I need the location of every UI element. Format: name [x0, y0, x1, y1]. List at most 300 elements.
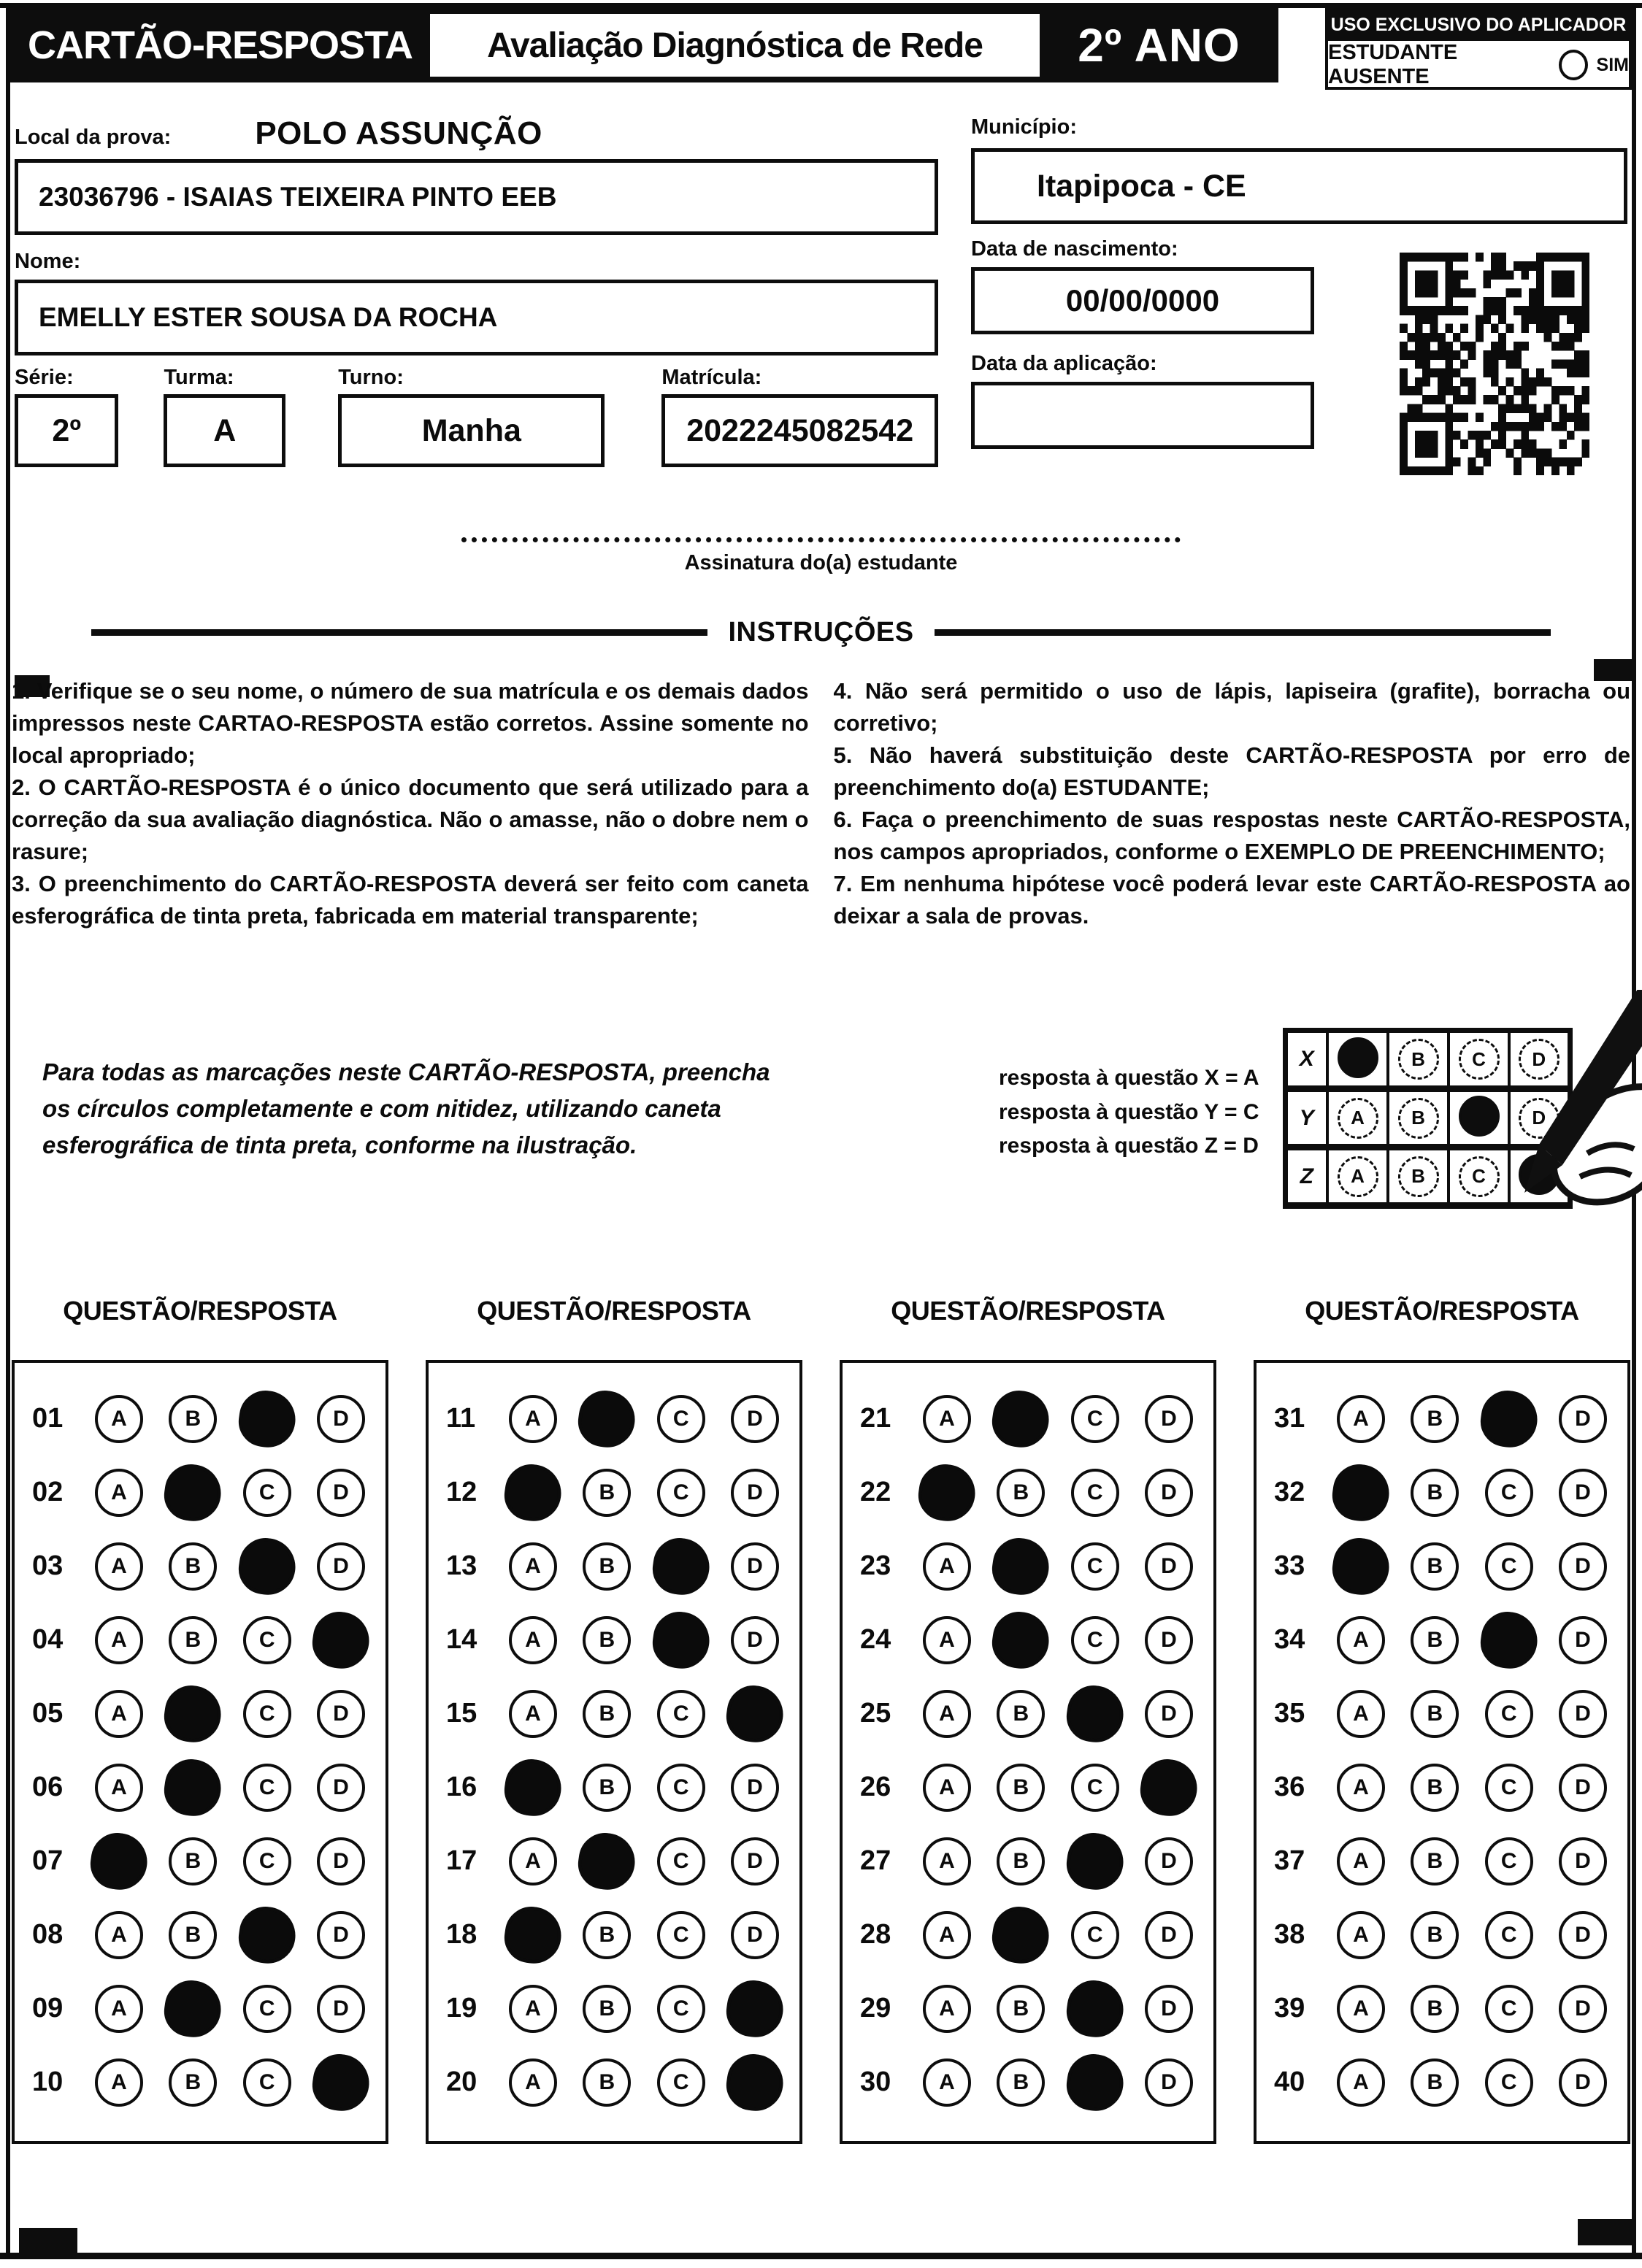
question-number: 25 [860, 1698, 891, 1729]
answer-bubbles [95, 1911, 371, 1959]
bubble-25-A[interactable]: A [923, 1690, 971, 1738]
student-name-field [15, 280, 938, 355]
bubble-36-A[interactable]: A [1337, 1764, 1385, 1812]
example-row-label: Y [1285, 1089, 1327, 1148]
bubble-29-B[interactable]: B [997, 1985, 1045, 2033]
bubble-28-C[interactable]: C [1071, 1911, 1119, 1959]
instructions-text [12, 675, 1630, 932]
bubble-32-D[interactable]: D [1559, 1469, 1607, 1517]
example-cell [1388, 1089, 1449, 1148]
example-cell [1388, 1148, 1449, 1206]
bubble-07-D[interactable]: D [317, 1837, 365, 1885]
bubble-19-B[interactable]: B [583, 1985, 631, 2033]
bubble-18-C[interactable]: C [657, 1911, 705, 1959]
question-number: 02 [32, 1477, 64, 1507]
bubble-22-B[interactable]: B [997, 1469, 1045, 1517]
bubble-12-C[interactable]: C [657, 1469, 705, 1517]
bubble-28-A[interactable]: A [923, 1911, 971, 1959]
bubble-12-D[interactable]: D [731, 1469, 779, 1517]
bubble-14-A[interactable]: A [509, 1616, 557, 1664]
bubble-07-A[interactable] [87, 1829, 150, 1893]
answers-box [1254, 1360, 1630, 2144]
answers-box [12, 1360, 388, 2144]
bubble-31-C[interactable] [1477, 1387, 1541, 1450]
bubble-40-B[interactable]: B [1411, 2059, 1459, 2107]
bubble-37-B[interactable]: B [1411, 1837, 1459, 1885]
serie-group [15, 366, 118, 467]
bubble-09-B[interactable] [161, 1977, 225, 2040]
question-number: 10 [32, 2067, 64, 2097]
question-number: 01 [32, 1403, 64, 1434]
bubble-17-D[interactable]: D [731, 1837, 779, 1885]
answer-bubbles [923, 1542, 1199, 1591]
bubble-01-C[interactable] [235, 1387, 299, 1450]
question-row [1257, 1750, 1627, 1824]
example-bubble-X-A [1338, 1037, 1378, 1078]
answer-bubbles [95, 2059, 371, 2107]
bubble-35-A[interactable]: A [1337, 1690, 1385, 1738]
example-bubble-X-D: D [1519, 1039, 1559, 1080]
bubble-15-D[interactable] [723, 1682, 786, 1745]
answer-bubbles [509, 1911, 785, 1959]
bubble-02-C[interactable]: C [243, 1469, 291, 1517]
bubble-05-C[interactable]: C [243, 1690, 291, 1738]
bubble-39-B[interactable]: B [1411, 1985, 1459, 2033]
answer-bubbles [1337, 1985, 1613, 2033]
bubble-04-D[interactable] [309, 1608, 372, 1672]
answer-bubbles [1337, 1837, 1613, 1885]
signature-label: Assinatura do(a) estudante [684, 551, 958, 574]
bubble-01-B[interactable]: B [169, 1395, 217, 1443]
question-number: 13 [446, 1550, 477, 1581]
bubble-21-C[interactable]: C [1071, 1395, 1119, 1443]
question-row [843, 1898, 1213, 1972]
question-row [15, 1677, 385, 1750]
instruction-item: 1. Verifique se o seu nome, o número de sua matrícula e os demais dados impressos neste CARTAO-RESPOSTA estão corretos. Assine somente no local apropriado; [12, 678, 809, 769]
example-row-label: X [1285, 1031, 1327, 1089]
bubble-19-D[interactable] [723, 1977, 786, 2040]
bubble-13-C[interactable] [649, 1534, 713, 1598]
bubble-23-A[interactable]: A [923, 1542, 971, 1591]
instruction-item: 2. O CARTÃO-RESPOSTA é o único documento que será utilizado para a correção da sua avaliação diagnóstica. Não o amasse, não o dobre nem o rasure; [12, 774, 809, 865]
answer-bubbles [1337, 1616, 1613, 1664]
bubble-04-B[interactable]: B [169, 1616, 217, 1664]
estudante-ausente-sim-label: SIM [1596, 54, 1629, 75]
question-number: 28 [860, 1919, 891, 1950]
bubble-06-A[interactable]: A [95, 1764, 143, 1812]
question-number: 26 [860, 1772, 891, 1802]
bubble-11-D[interactable]: D [731, 1395, 779, 1443]
local-prova-label: Local da prova: [15, 126, 172, 149]
bubble-21-B[interactable] [989, 1387, 1053, 1450]
bubble-02-B[interactable] [161, 1461, 225, 1524]
bubble-18-B[interactable]: B [583, 1911, 631, 1959]
bubble-06-C[interactable]: C [243, 1764, 291, 1812]
answer-bubbles [923, 1985, 1199, 2033]
bubble-17-C[interactable]: C [657, 1837, 705, 1885]
bubble-09-A[interactable]: A [95, 1985, 143, 2033]
answers-box [426, 1360, 802, 2144]
example-bubble-Z-A: A [1338, 1156, 1378, 1197]
bubble-09-D[interactable]: D [317, 1985, 365, 2033]
local-prova-value: POLO ASSUNÇÃO [255, 115, 542, 151]
example-legend [999, 1061, 1259, 1209]
bubble-16-D[interactable]: D [731, 1764, 779, 1812]
bubble-17-B[interactable] [575, 1829, 639, 1893]
question-row [843, 1750, 1213, 1824]
bubble-40-C[interactable]: C [1485, 2059, 1533, 2107]
answer-bubbles [1337, 2059, 1613, 2107]
bubble-30-A[interactable]: A [923, 2059, 971, 2107]
answer-bubbles [509, 1985, 785, 2033]
header [10, 8, 1632, 88]
bubble-16-A[interactable] [501, 1756, 564, 1819]
bubble-05-D[interactable]: D [317, 1690, 365, 1738]
example-cell [1327, 1148, 1388, 1206]
bubble-13-A[interactable]: A [509, 1542, 557, 1591]
bubble-25-C[interactable] [1063, 1682, 1127, 1745]
bubble-18-D[interactable]: D [731, 1911, 779, 1959]
bubble-35-B[interactable]: B [1411, 1690, 1459, 1738]
bubble-06-B[interactable] [161, 1756, 225, 1819]
answers-column [840, 1296, 1216, 2144]
bubble-27-B[interactable]: B [997, 1837, 1045, 1885]
bubble-07-B[interactable]: B [169, 1837, 217, 1885]
question-number: 18 [446, 1919, 477, 1950]
bubble-27-C[interactable] [1063, 1829, 1127, 1893]
instructions-title: INSTRUÇÕES [728, 617, 914, 647]
bubble-34-B[interactable]: B [1411, 1616, 1459, 1664]
turma-group [164, 366, 285, 467]
answer-bubbles [509, 1690, 785, 1738]
bubble-26-C[interactable]: C [1071, 1764, 1119, 1812]
bubble-04-A[interactable]: A [95, 1616, 143, 1664]
bubble-05-A[interactable]: A [95, 1690, 143, 1738]
bubble-03-D[interactable]: D [317, 1542, 365, 1591]
bubble-36-C[interactable]: C [1485, 1764, 1533, 1812]
bubble-19-C[interactable]: C [657, 1985, 705, 2033]
answer-bubbles [509, 1542, 785, 1591]
question-number: 17 [446, 1845, 477, 1876]
bubble-10-C[interactable]: C [243, 2059, 291, 2107]
bubble-24-C[interactable]: C [1071, 1616, 1119, 1664]
bubble-14-C[interactable] [649, 1608, 713, 1672]
bubble-15-A[interactable]: A [509, 1690, 557, 1738]
bubble-38-C[interactable]: C [1485, 1911, 1533, 1959]
applicator-box-title: USO EXCLUSIVO DO APLICADOR [1328, 11, 1629, 41]
bubble-25-B[interactable]: B [997, 1690, 1045, 1738]
bubble-13-D[interactable]: D [731, 1542, 779, 1591]
answer-bubbles [1337, 1395, 1613, 1443]
bubble-11-A[interactable]: A [509, 1395, 557, 1443]
bubble-20-C[interactable]: C [657, 2059, 705, 2107]
question-number: 34 [1274, 1624, 1305, 1655]
bubble-31-D[interactable]: D [1559, 1395, 1607, 1443]
bubble-40-A[interactable]: A [1337, 2059, 1385, 2107]
question-number: 31 [1274, 1403, 1305, 1434]
hand-pencil-illustration [1469, 990, 1642, 1245]
turno-group [338, 366, 605, 467]
bubble-15-B[interactable]: B [583, 1690, 631, 1738]
instruction-item: 5. Não haverá substituição deste CARTÃO-RESPOSTA por erro de preenchimento do(a) ESTUDANTE; [833, 742, 1630, 801]
estudante-ausente-bubble[interactable] [1559, 50, 1588, 80]
bubble-16-C[interactable]: C [657, 1764, 705, 1812]
bubble-07-C[interactable]: C [243, 1837, 291, 1885]
answers-box [840, 1360, 1216, 2144]
bubble-30-B[interactable]: B [997, 2059, 1045, 2107]
applicator-box [1325, 8, 1632, 90]
answer-bubbles [509, 1469, 785, 1517]
bubble-03-A[interactable]: A [95, 1542, 143, 1591]
turma-value: A [213, 412, 237, 448]
divider-line [935, 629, 1551, 636]
qr-code-image [1400, 253, 1589, 475]
question-number: 33 [1274, 1550, 1305, 1581]
answers-column [12, 1296, 388, 2144]
bubble-08-C[interactable] [235, 1903, 299, 1967]
dates-fields [971, 237, 1314, 449]
bubble-12-A[interactable] [501, 1461, 564, 1524]
bubble-15-C[interactable]: C [657, 1690, 705, 1738]
bubble-26-D[interactable] [1137, 1756, 1200, 1819]
bubble-36-B[interactable]: B [1411, 1764, 1459, 1812]
bubble-11-C[interactable]: C [657, 1395, 705, 1443]
answers-section [12, 1296, 1630, 2144]
answer-bubbles [923, 1911, 1199, 1959]
answer-bubbles [95, 1764, 371, 1812]
bubble-08-D[interactable]: D [317, 1911, 365, 1959]
bubble-20-B[interactable]: B [583, 2059, 631, 2107]
signature-line[interactable] [461, 537, 1181, 542]
bubble-26-B[interactable]: B [997, 1764, 1045, 1812]
bubble-22-A[interactable] [915, 1461, 978, 1524]
page-border-left [6, 3, 10, 2259]
question-number: 06 [32, 1772, 64, 1802]
bubble-02-D[interactable]: D [317, 1469, 365, 1517]
answer-bubbles [923, 1395, 1199, 1443]
bubble-19-A[interactable]: A [509, 1985, 557, 2033]
bubble-38-A[interactable]: A [1337, 1911, 1385, 1959]
question-row [1257, 1898, 1627, 1972]
example-grid [1283, 1028, 1573, 1209]
bubble-05-B[interactable] [161, 1682, 225, 1745]
bubble-04-C[interactable]: C [243, 1616, 291, 1664]
bubble-38-B[interactable]: B [1411, 1911, 1459, 1959]
answers-column-title: QUESTÃO/RESPOSTA [1305, 1296, 1579, 1326]
instruction-item: 4. Não será permitido o uso de lápis, lapiseira (grafite), borracha ou corretivo; [833, 678, 1630, 737]
bubble-06-D[interactable]: D [317, 1764, 365, 1812]
student-name-value: EMELLY ESTER SOUSA DA ROCHA [39, 302, 498, 332]
question-row [843, 1677, 1213, 1750]
answer-bubbles [95, 1542, 371, 1591]
question-row [15, 1898, 385, 1972]
question-row [15, 1603, 385, 1677]
bubble-30-D[interactable]: D [1145, 2059, 1193, 2107]
bubble-24-B[interactable] [989, 1608, 1053, 1672]
question-number: 22 [860, 1477, 891, 1507]
bubble-33-D[interactable]: D [1559, 1542, 1607, 1591]
bubble-10-A[interactable]: A [95, 2059, 143, 2107]
question-row [15, 1456, 385, 1529]
bubble-31-B[interactable]: B [1411, 1395, 1459, 1443]
page-border-bottom [0, 2253, 1642, 2259]
bubble-27-D[interactable]: D [1145, 1837, 1193, 1885]
answer-bubbles [923, 1764, 1199, 1812]
bubble-39-D[interactable]: D [1559, 1985, 1607, 2033]
bubble-17-A[interactable]: A [509, 1837, 557, 1885]
bubble-12-B[interactable]: B [583, 1469, 631, 1517]
bubble-02-A[interactable]: A [95, 1469, 143, 1517]
bubble-33-B[interactable]: B [1411, 1542, 1459, 1591]
turno-field [338, 394, 605, 467]
assessment-name-box [430, 14, 1040, 77]
bubble-20-D[interactable] [723, 2050, 786, 2114]
bubble-14-D[interactable]: D [731, 1616, 779, 1664]
bubble-23-C[interactable]: C [1071, 1542, 1119, 1591]
answer-bubbles [1337, 1690, 1613, 1738]
assessment-name: Avaliação Diagnóstica de Rede [487, 26, 983, 65]
question-number: 38 [1274, 1919, 1305, 1950]
bubble-32-B[interactable]: B [1411, 1469, 1459, 1517]
example-row-label: Z [1285, 1148, 1327, 1206]
serie-value: 2º [52, 412, 82, 448]
bubble-29-A[interactable]: A [923, 1985, 971, 2033]
local-prova-row [15, 115, 938, 150]
question-row [429, 1603, 799, 1677]
municipio-label: Município: [971, 115, 1077, 139]
instructions-right-column [834, 675, 1631, 932]
question-row [1257, 1603, 1627, 1677]
bubble-10-D[interactable] [309, 2050, 372, 2114]
registration-mark [19, 2228, 77, 2254]
answer-bubbles [509, 1764, 785, 1812]
question-row [15, 2045, 385, 2119]
bubble-32-C[interactable]: C [1485, 1469, 1533, 1517]
bubble-24-A[interactable]: A [923, 1616, 971, 1664]
bubble-09-C[interactable]: C [243, 1985, 291, 2033]
bubble-22-D[interactable]: D [1145, 1469, 1193, 1517]
aplicacao-field[interactable] [971, 382, 1314, 449]
matricula-field [661, 394, 938, 467]
bubble-08-B[interactable]: B [169, 1911, 217, 1959]
question-row [15, 1750, 385, 1824]
bubble-21-A[interactable]: A [923, 1395, 971, 1443]
bubble-01-D[interactable]: D [317, 1395, 365, 1443]
bubble-39-C[interactable]: C [1485, 1985, 1533, 2033]
bubble-03-C[interactable] [235, 1534, 299, 1598]
bubble-30-C[interactable] [1063, 2050, 1127, 2114]
answer-bubbles [509, 2059, 785, 2107]
question-number: 11 [446, 1403, 476, 1434]
bubble-37-D[interactable]: D [1559, 1837, 1607, 1885]
answer-bubbles [1337, 1469, 1613, 1517]
answers-column-title: QUESTÃO/RESPOSTA [477, 1296, 751, 1326]
answer-bubbles [923, 1837, 1199, 1885]
question-row [429, 1382, 799, 1456]
bubble-29-C[interactable] [1063, 1977, 1127, 2040]
bubble-08-A[interactable]: A [95, 1911, 143, 1959]
example-bubble-Y-D: D [1519, 1098, 1559, 1139]
bubble-33-A[interactable] [1329, 1534, 1392, 1598]
bubble-29-D[interactable]: D [1145, 1985, 1193, 2033]
bubble-28-B[interactable] [989, 1903, 1053, 1967]
bubble-35-D[interactable]: D [1559, 1690, 1607, 1738]
answer-bubbles [95, 1985, 371, 2033]
bubble-37-A[interactable]: A [1337, 1837, 1385, 1885]
bubble-20-A[interactable]: A [509, 2059, 557, 2107]
bubble-26-A[interactable]: A [923, 1764, 971, 1812]
bubble-13-B[interactable]: B [583, 1542, 631, 1591]
bubble-39-A[interactable]: A [1337, 1985, 1385, 2033]
bubble-38-D[interactable]: D [1559, 1911, 1607, 1959]
bubble-23-D[interactable]: D [1145, 1542, 1193, 1591]
bubble-21-D[interactable]: D [1145, 1395, 1193, 1443]
bubble-10-B[interactable]: B [169, 2059, 217, 2107]
bubble-23-B[interactable] [989, 1534, 1053, 1598]
bubble-27-A[interactable]: A [923, 1837, 971, 1885]
bubble-18-A[interactable] [501, 1903, 564, 1967]
instructions-left-column [12, 675, 809, 932]
bubble-34-D[interactable]: D [1559, 1616, 1607, 1664]
bubble-14-B[interactable]: B [583, 1616, 631, 1664]
bubble-33-C[interactable]: C [1485, 1542, 1533, 1591]
answer-bubbles [509, 1616, 785, 1664]
bubble-16-B[interactable]: B [583, 1764, 631, 1812]
example-cell [1388, 1031, 1449, 1089]
bubble-01-A[interactable]: A [95, 1395, 143, 1443]
question-number: 03 [32, 1550, 64, 1581]
question-row [429, 1677, 799, 1750]
bubble-24-D[interactable]: D [1145, 1616, 1193, 1664]
question-number: 19 [446, 1993, 477, 2023]
bubble-31-A[interactable]: A [1337, 1395, 1385, 1443]
answer-bubbles [1337, 1911, 1613, 1959]
question-number: 14 [446, 1624, 477, 1655]
bubble-11-B[interactable] [575, 1387, 639, 1450]
question-row [429, 2045, 799, 2119]
answer-bubbles [923, 1616, 1199, 1664]
bubble-40-D[interactable]: D [1559, 2059, 1607, 2107]
bubble-35-C[interactable]: C [1485, 1690, 1533, 1738]
question-number: 36 [1274, 1772, 1305, 1802]
bubble-03-B[interactable]: B [169, 1542, 217, 1591]
matricula-value: 2022245082542 [686, 412, 914, 448]
answers-column [426, 1296, 802, 2144]
bubble-28-D[interactable]: D [1145, 1911, 1193, 1959]
bubble-37-C[interactable]: C [1485, 1837, 1533, 1885]
question-number: 12 [446, 1477, 477, 1507]
question-number: 40 [1274, 2067, 1305, 2097]
answer-bubbles [95, 1616, 371, 1664]
bubble-25-D[interactable]: D [1145, 1690, 1193, 1738]
bubble-34-A[interactable]: A [1337, 1616, 1385, 1664]
question-number: 35 [1274, 1698, 1305, 1729]
page-border-top [0, 3, 1642, 8]
question-number: 08 [32, 1919, 64, 1950]
question-row [843, 1824, 1213, 1898]
bubble-32-A[interactable] [1329, 1461, 1392, 1524]
question-row [843, 1603, 1213, 1677]
registration-mark [1578, 2219, 1632, 2245]
bubble-34-C[interactable] [1477, 1608, 1541, 1672]
question-row [429, 1972, 799, 2045]
instruction-item: 7. Em nenhuma hipótese você poderá levar este CARTÃO-RESPOSTA ao deixar a sala de provas. [833, 871, 1630, 929]
question-number: 29 [860, 1993, 891, 2023]
turma-field [164, 394, 285, 467]
bubble-36-D[interactable]: D [1559, 1764, 1607, 1812]
bubble-22-C[interactable]: C [1071, 1469, 1119, 1517]
school-value: 23036796 - ISAIAS TEIXEIRA PINTO EEB [39, 182, 557, 212]
